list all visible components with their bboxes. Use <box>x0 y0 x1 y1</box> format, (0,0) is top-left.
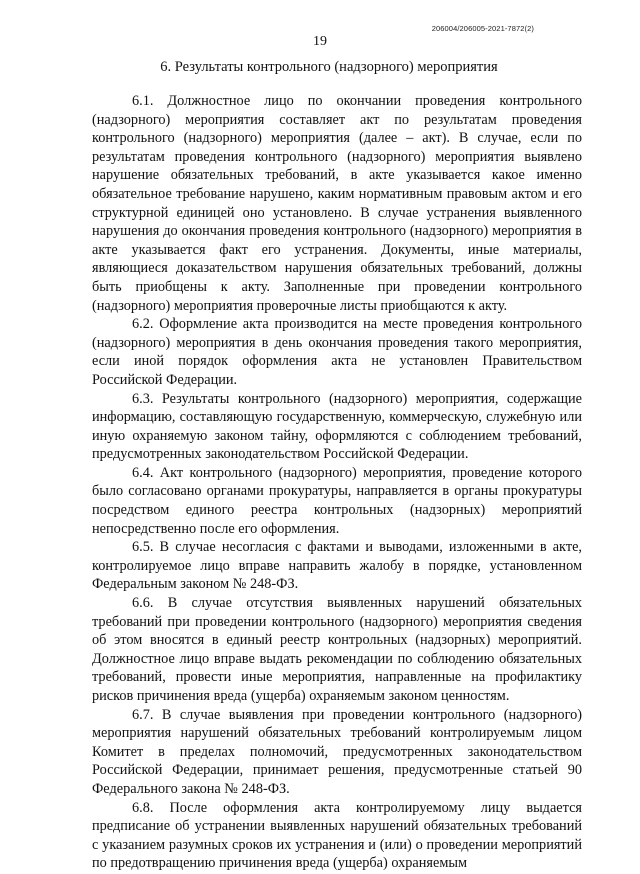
paragraph-6-3: 6.3. Результаты контрольного (надзорного) мероприятия, содержащие информацию, составляющую государственную, коммерческую, служебную или иную охраняемую законом тайну, оформляются с соблюдением требований, предусмотренных законодательством Российской Федерации. <box>92 390 582 463</box>
paragraph-6-1: 6.1. Должностное лицо по окончании проведения контрольного (надзорного) мероприятия составляет акт по результатам проведения контрольного (надзорного) мероприятия (далее – акт). В случае, если по результатам проведения контрольного (надзорного) мероприятия выявлено нарушение обязательных требований, в акте указывается какое именно обязательное требование нарушено, каким нормативным правовым актом и его структурной единицей оно установлено. В случае устранения выявленного нарушения до окончания проведения контрольного (надзорного) мероприятия в акте указывается факт его устранения. Документы, иные материалы, являющиеся доказательством нарушения обязательных требований, должны быть приобщены к акту. Заполненные при проведении контрольного (надзорного) мероприятия проверочные листы приобщаются к акту. <box>92 93 582 314</box>
paragraph-6-2: 6.2. Оформление акта производится на месте проведения контрольного (надзорного) мероприятия в день окончания проведения такого мероприятия, если иной порядок оформления акта не установлен Правительством Российской Федерации. <box>92 316 582 388</box>
document-body <box>92 92 582 873</box>
paragraph-6-6: 6.6. В случае отсутствия выявленных нарушений обязательных требований при проведении контрольного (надзорного) мероприятия сведения об этом вносятся в единый реестр контрольных (надзорных) мероприятий. Должностное лицо вправе выдать рекомендации по соблюдению обязательных требований, провести иные мероприятия, направленные на профилактику рисков причинения вреда (ущерба) охраняемым законом ценностям. <box>92 595 582 704</box>
paragraph-6-8: 6.8. После оформления акта контролируемому лицу выдается предписание об устранении выявленных нарушений обязательных требований с указанием разумных сроков их устранения и (или) о проведении мероприятий по предотвращению причинения вреда (ущерба) охраняемым <box>92 799 582 872</box>
paragraph-6-7: 6.7. В случае выявления при проведении контрольного (надзорного) мероприятия нарушений обязательных требований контролируемым лицом Комитет в пределах полномочий, предусмотренных законодательством Российской Федерации, принимает решения, предусмотренные статьей 90 Федерального закона № 248-ФЗ. <box>92 706 582 797</box>
document-registration-number: 206004/206005-2021-7872(2) <box>431 24 534 33</box>
paragraph-6-4: 6.4. Акт контрольного (надзорного) мероприятия, проведение которого было согласовано органами прокуратуры, направляется в органы прокуратуры посредством единого реестра контрольных (надзорных) мероприятий непосредственно после его оформления. <box>92 464 582 537</box>
page-number: 19 <box>313 34 327 49</box>
section-title: 6. Результаты контрольного (надзорного) мероприятия <box>160 59 498 75</box>
paragraph-6-5: 6.5. В случае несогласия с фактами и выводами, изложенными в акте, контролируемое лицо вправе направить жалобу в порядке, установленном Федеральным законом № 248-ФЗ. <box>92 539 582 593</box>
